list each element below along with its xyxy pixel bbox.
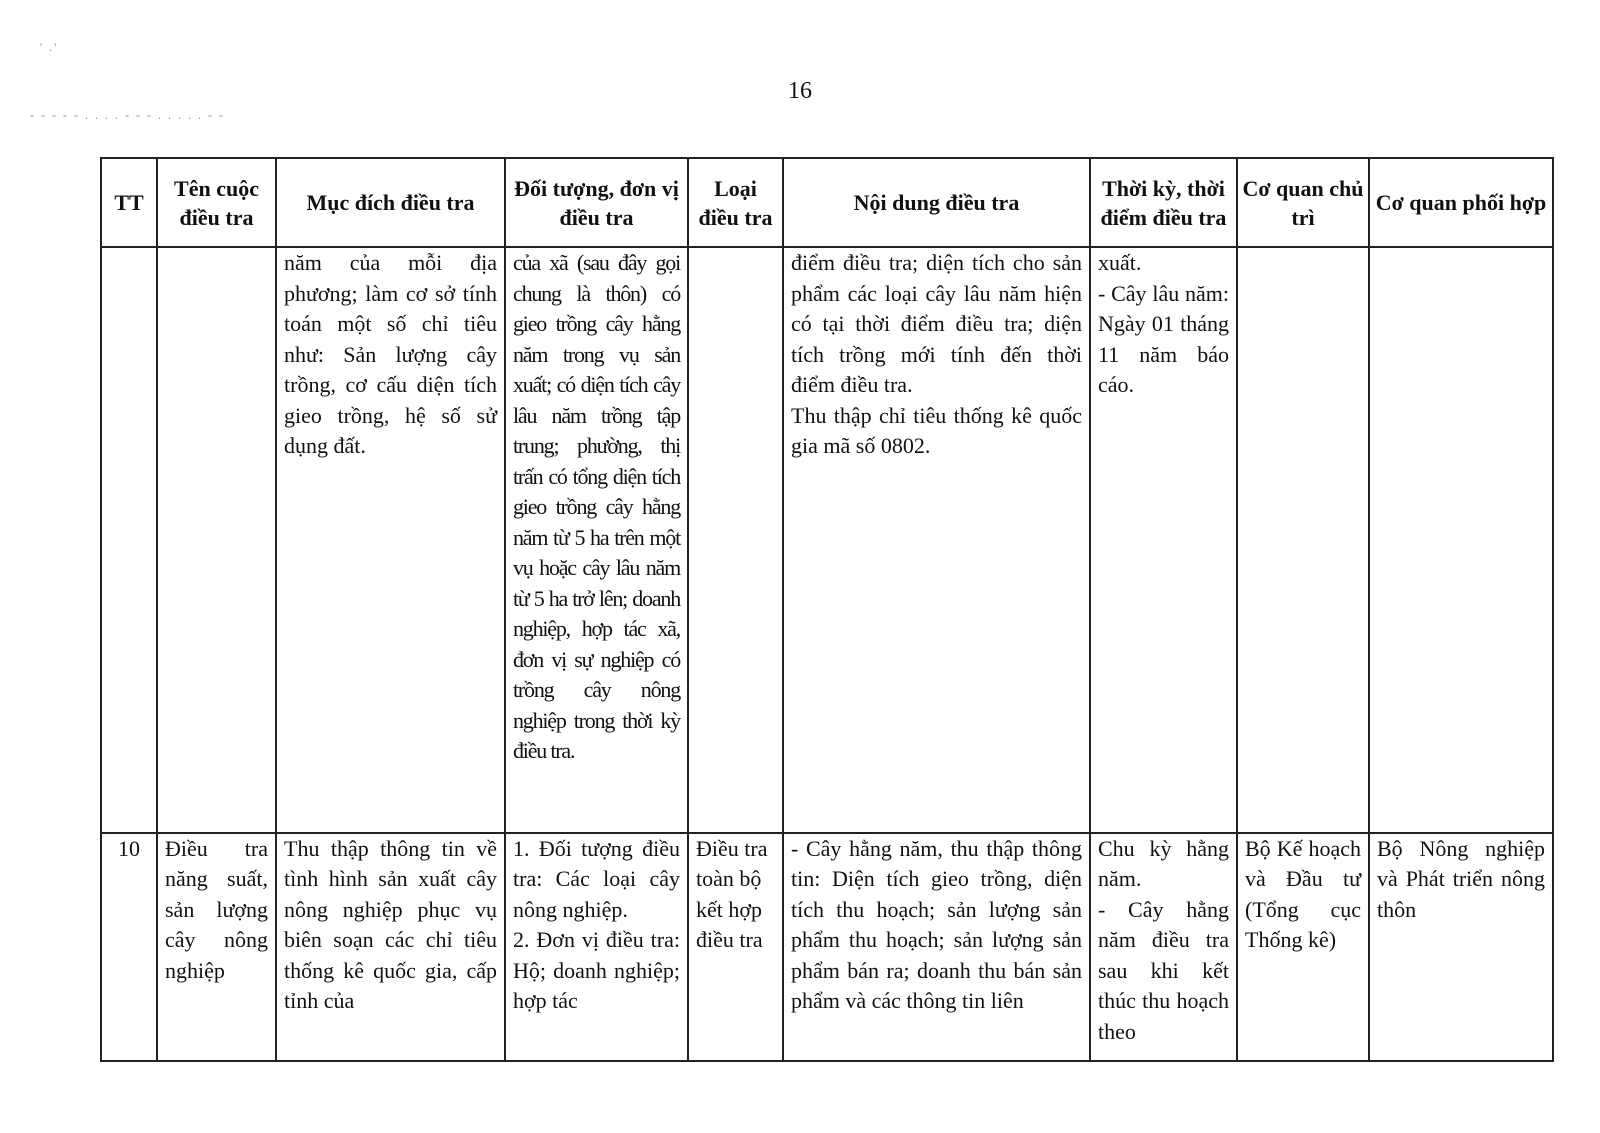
- cell-target-part: 2. Đơn vị điều tra: Hộ; doanh nghiệp; hợp tác: [513, 927, 680, 1014]
- header-target: Đối tượng, đơn vị điều tra: [505, 158, 688, 247]
- cell-target: [505, 833, 688, 1061]
- cell-name: Điều tra năng suất, sản lượng cây nông nghiệp: [157, 833, 276, 1061]
- cell-period-part: - Cây lâu năm: Ngày 01 tháng 11 năm báo cáo.: [1098, 280, 1229, 397]
- page-number: 16: [788, 78, 812, 104]
- cell-tt: 10: [101, 833, 157, 1061]
- header-name: Tên cuộc điều tra: [157, 158, 276, 247]
- cell-period: [1090, 247, 1237, 833]
- cell-content: [783, 247, 1090, 833]
- cell-type: Điều tra toàn bộ kết hợp điều tra: [688, 833, 783, 1061]
- header-partner: Cơ quan phối hợp: [1369, 158, 1553, 247]
- header-lead: Cơ quan chủ trì: [1237, 158, 1369, 247]
- cell-lead: Bộ Kế hoạch và Đầu tư (Tổng cục Thống kê): [1237, 833, 1369, 1061]
- cell-content: - Cây hằng năm, thu thập thông tin: Diện tích gieo trồng, diện tích thu hoạch; sản lượng sản phẩm thu hoạch; sản lượng sản phẩm bán ra; doanh thu bán sản phẩm và các thông tin liên: [783, 833, 1090, 1061]
- header-purpose: Mục đích điều tra: [276, 158, 505, 247]
- survey-table: [100, 157, 1554, 1062]
- cell-name: [157, 247, 276, 833]
- cell-target-part: 1. Đối tượng điều tra: Các loại cây nông nghiệp.: [513, 835, 680, 922]
- header-row: [101, 158, 1553, 247]
- cell-period: [1090, 833, 1237, 1061]
- cell-target: của xã (sau đây gọi chung là thôn) có gieo trồng cây hằng năm trong vụ sản xuất; có diện tích cây lâu năm trồng tập trung; phường, thị trấn có tổng diện tích gieo trồng cây hằng năm từ 5 ha trên một vụ hoặc cây lâu năm từ 5 ha trở lên; doanh nghiệp, hợp tác xã, đơn vị sự nghiệp có trồng cây nông nghiệp trong thời kỳ điều tra.: [505, 247, 688, 833]
- header-tt: TT: [101, 158, 157, 247]
- cell-purpose: năm của mỗi địa phương; làm cơ sở tính toán một số chỉ tiêu như: Sản lượng cây trồng, cơ cấu diện tích gieo trồng, hệ số sử dụng đất.: [276, 247, 505, 833]
- cell-type: [688, 247, 783, 833]
- cell-partner: [1369, 247, 1553, 833]
- table-row: [101, 247, 1553, 833]
- table-row: [101, 833, 1553, 1061]
- cell-partner: Bộ Nông nghiệp và Phát triển nông thôn: [1369, 833, 1553, 1061]
- scan-speck: ' .': [40, 40, 59, 54]
- cell-lead: [1237, 247, 1369, 833]
- header-type: Loại điều tra: [688, 158, 783, 247]
- cell-period-part: xuất.: [1098, 250, 1142, 275]
- cell-period-part: - Cây hằng năm điều tra sau khi kết thúc thu hoạch theo: [1098, 896, 1229, 1044]
- cell-content-part: Thu thập chỉ tiêu thống kê quốc gia mã số 0802.: [791, 402, 1082, 458]
- cell-purpose: Thu thập thông tin về tình hình sản xuất cây nông nghiệp phục vụ biên soạn các chỉ tiêu thống kê quốc gia, cấp tỉnh của: [276, 833, 505, 1061]
- cell-tt: [101, 247, 157, 833]
- header-period: Thời kỳ, thời điểm điều tra: [1090, 158, 1237, 247]
- cell-period-part: Chu kỳ hằng năm.: [1098, 835, 1229, 892]
- cell-content-part: điểm điều tra; diện tích cho sản phẩm các loại cây lâu năm hiện có tại thời điểm điều tra; diện tích trồng mới tính đến thời điểm điều tra.: [791, 250, 1082, 397]
- scan-dots: - - - - - . . . . - - - . . . . . - -: [30, 108, 225, 122]
- header-content: Nội dung điều tra: [783, 158, 1090, 247]
